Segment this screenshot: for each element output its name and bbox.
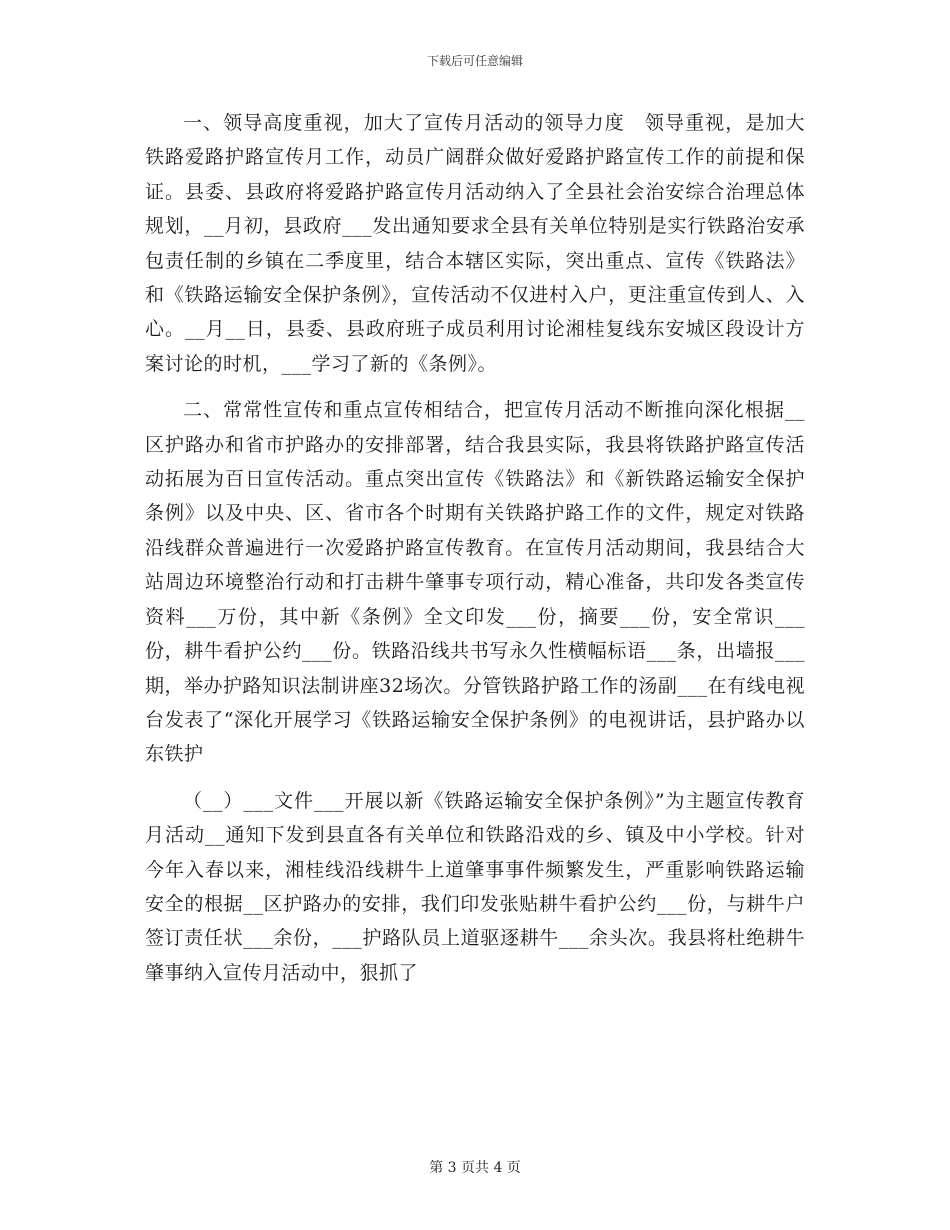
paragraph-2: 二、常常性宣传和重点宣传相结合，把宣传月活动不断推向深化根据__区护路办和省市护路办的安排部署，结合我县实际，我县将铁路护路宣传活动拓展为百日宣传活动。重点突出宣传《铁路法》和《新铁路运输安全保护条例》以及中央、区、省市各个时期有关铁路护路工作的文件，规定对铁路沿线群众普遍进行一次爱路护路宣传教育。在宣传月活动期间，我县结合大站周边环境整治行动和打击耕牛肇事专项行动，精心准备，共印发各类宣传资料___万份，其中新《条例》全文印发___份，摘要___份，安全常识___份，耕牛看护公约___份。铁路沿线共书写永久性横幅标语___条，出墙报___期，举办护路知识法制讲座32场次。分管铁路护路工作的汤副___在有线电视台发表了“深化开展学习《铁路运输安全保护条例》的电视讲话，县护路办以东铁护 — [145, 399, 805, 766]
paragraph-3: （__）___文件___开展以新《铁路运输安全保护条例》”为主题宣传教育月活动__通知下发到县直各有关单位和铁路沿戏的乡、镇及中小学校。针对今年入春以来，湘桂线沿线耕牛上道肇事事件频繁发生，严重影响铁路运输安全的根据__区护路办的安排，我们印发张贴耕牛看护公约___份，与耕牛户签订责任状___余份，___护路队员上道驱逐耕牛___余头次。我县将杜绝耕牛肇事纳入宣传月活动中，狠抓了 — [145, 789, 805, 984]
header-note: 下载后可任意编辑 — [426, 54, 523, 68]
document-body — [145, 106, 805, 1002]
page-header — [0, 52, 950, 69]
page-footer — [0, 1157, 950, 1177]
paragraph-1: 一、领导高度重视，加大了宣传月活动的领导力度 领导重视，是加大铁路爱路护路宣传月工作，动员广阔群众做好爱路护路宣传工作的前提和保证。县委、县政府将爱路护路宣传月活动纳入了全县社会治安综合治理总体规划，__月初，县政府___发出通知要求全县有关单位特别是实行铁路治安承包责任制的乡镇在二季度里，结合本辖区实际，突出重点、宣传《铁路法》和《铁路运输安全保护条例》，宣传活动不仅进村入户，更注重宣传到人、入心。__月__日，县委、县政府班子成员利用讨论湘桂复线东安城区段设计方案讨论的时机，___学习了新的《条例》。 — [145, 112, 805, 375]
page-number: 第 3 页共 4 页 — [429, 1160, 521, 1176]
